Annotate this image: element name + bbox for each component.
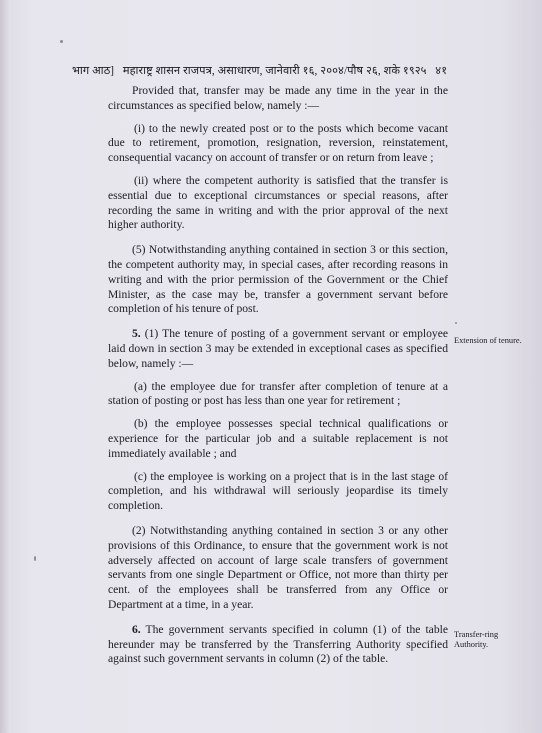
- section-5-intro: [108, 327, 448, 371]
- section-5-text: (1) The tenure of posting of a government servant or employee laid down in section 3 may be extended in exceptional cases as specified below, namely :—: [108, 327, 448, 370]
- section-6-text: The government servants specified in column (1) of the table hereunder may be transferred by the Transferring Authority specified against such government servants in column (2) of the table.: [108, 622, 448, 666]
- subsection-5: (5) Notwithstanding anything contained in section 3 or this section, the competent authority may, in special cases, after recording reasons in writing and with the prior permission of the Government or the Chief Minister, as the case may be, transfer a government servant before completion of his tenure of post.: [108, 243, 448, 316]
- clause-b: (b) the employee possesses special technical qualifications or experience for the particular job and a suitable replacement is not immediately available ; and: [108, 417, 448, 460]
- clause-i: (i) to the newly created post or to the posts which become vacant due to retirement, promotion, resignation, reversion, reinstatement, consequential vacancy on account of transfer or on return from leave ;: [108, 121, 448, 165]
- margin-note-transferring: Transfer-ring Authority.: [454, 630, 499, 649]
- page-edge-shadow: [0, 0, 10, 733]
- proviso-paragraph: Provided that, transfer may be made any time in the year in the circumstances as specified below, namely :—: [108, 84, 448, 112]
- clause-a: (a) the employee due for transfer after completion of tenure at a station of posting or post has less than one year for retirement ;: [108, 379, 448, 408]
- paper-speck: [60, 40, 63, 43]
- paper-speck: [34, 556, 36, 561]
- header-page-number: ४१: [435, 65, 448, 77]
- margin-note-extension: Extension of tenure.: [454, 336, 522, 345]
- header-part: भाग आठ]: [72, 65, 115, 77]
- document-body: [108, 84, 448, 667]
- gazette-header: [72, 63, 504, 78]
- section-6-number: 6.: [132, 622, 141, 636]
- clause-ii: (ii) where the competent authority is satisfied that the transfer is essential due to exceptional circumstances or special reasons, after recording the same in writing and with the prior approval of the next higher authority.: [108, 173, 448, 232]
- clause-c: (c) the employee is working on a project that is in the last stage of completion, and his withdrawal will seriously jeopardise its timely completion.: [108, 469, 448, 513]
- subsection-2: (2) Notwithstanding anything contained in section 3 or any other provisions of this Ordinance, to ensure that the government work is not adversely affected on account of large scale transfers of government servants from one single Department or Office, not more than thirty per cent. of the employees shall be transferred from any Office or Department at a time, in a year.: [108, 523, 448, 611]
- section-5-number: 5.: [132, 327, 141, 341]
- section-6: [108, 623, 448, 667]
- header-title: महाराष्ट्र शासन राजपत्र, असाधारण, जानेवारी १६, २००४/पौष २६, शके १९२५: [122, 65, 427, 77]
- paper-speck: [455, 322, 457, 324]
